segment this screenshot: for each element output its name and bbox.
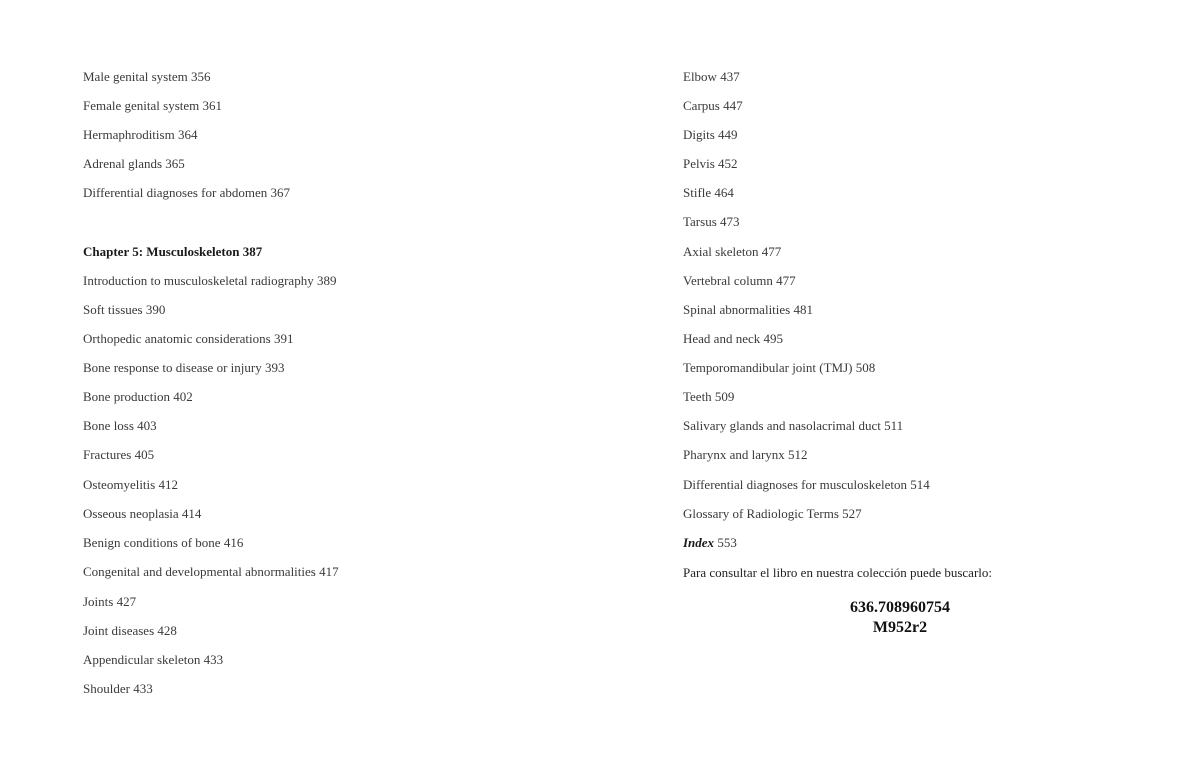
toc-entry: Congenital and developmental abnormalities 417 [83,564,339,579]
toc-entry: Shoulder 433 [83,681,153,696]
toc-entry: Soft tissues 390 [83,302,166,317]
toc-entry: Salivary glands and nasolacrimal duct 511 [683,418,904,433]
toc-entry: Bone production 402 [83,389,193,404]
toc-entry: Carpus 447 [683,98,743,113]
call-number-line-1: 636.708960754 [850,599,950,616]
toc-entry: Osteomyelitis 412 [83,477,178,492]
toc-entry: Hermaphroditism 364 [83,127,198,142]
toc-entry: Glossary of Radiologic Terms 527 [683,506,862,521]
toc-entry: Bone loss 403 [83,418,157,433]
toc-entry: Introduction to musculoskeletal radiography 389 [83,273,337,288]
toc-entry: Differential diagnoses for abdomen 367 [83,185,290,200]
catalog-note: Para consultar el libro en nuestra colección puede buscarlo: [683,565,992,580]
toc-entry: Head and neck 495 [683,331,783,346]
toc-entry: Fractures 405 [83,447,155,462]
toc-entry: Stifle 464 [683,185,734,200]
toc-entry: Tarsus 473 [683,214,740,229]
index-entry [683,535,737,551]
toc-entry: Joints 427 [83,594,137,609]
toc-entry: Female genital system 361 [83,98,223,113]
toc-entry: Spinal abnormalities 481 [683,302,813,317]
toc-entry: Digits 449 [683,127,738,142]
toc-entry: Bone response to disease or injury 393 [83,360,285,375]
toc-entry: Osseous neoplasia 414 [83,506,202,521]
toc-entry: Joint diseases 428 [83,623,177,638]
toc-entry: Axial skeleton 477 [683,244,782,259]
toc-entry: Differential diagnoses for musculoskeleton 514 [683,477,930,492]
toc-entry: Pharynx and larynx 512 [683,447,808,462]
toc-entry: Temporomandibular joint (TMJ) 508 [683,360,876,375]
call-number-line-2: M952r2 [872,619,928,636]
toc-entry: Benign conditions of bone 416 [83,535,244,550]
index-label: Index [683,535,715,550]
toc-entry: Orthopedic anatomic considerations 391 [83,331,294,346]
toc-entry: Vertebral column 477 [683,273,796,288]
toc-entry: Appendicular skeleton 433 [83,652,224,667]
toc-entry: Adrenal glands 365 [83,156,185,171]
index-page: 553 [714,535,737,550]
toc-entry: Elbow 437 [683,69,740,84]
chapter-heading: Chapter 5: Musculoskeleton 387 [83,244,263,259]
toc-entry: Male genital system 356 [83,69,211,84]
toc-entry: Pelvis 452 [683,156,738,171]
toc-entry: Teeth 509 [683,389,735,404]
